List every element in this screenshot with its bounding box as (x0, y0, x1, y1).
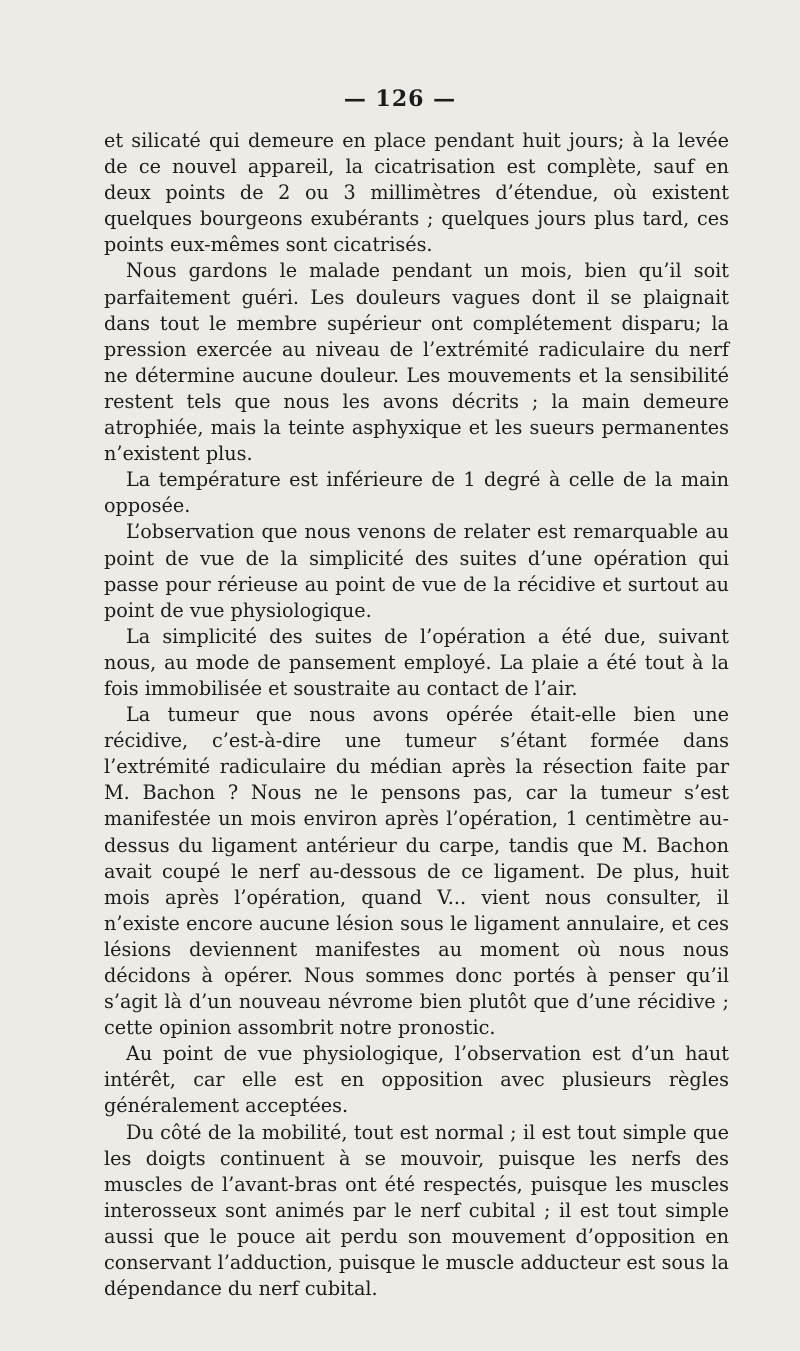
paragraph-3: La température est inférieure de 1 degré à celle de la main opposée. (104, 468, 729, 518)
paragraph-8: Du côté de la mobilité, tout est normal ; il est tout simple que les doigts continuent à se mouvoir, puisque les nerfs des muscles de l’avant-bras ont été respectés, puisque les muscles interosseux sont animés par le nerf cubital ; il est tout simple aussi que le pouce ait perdu son mouvement d’opposition en conservant l’adduction, puisque le muscle adducteur est sous la dépendance du nerf cubital. (104, 1120, 729, 1301)
paragraph-1: et silicaté qui demeure en place pendant huit jours; à la levée de ce nouvel appareil, la cicatrisation est complète, sauf en deux points de 2 ou 3 millimètres d’étendue, où existent quelques bourgeons exubérants ; quelques jours plus tard, ces points eux-mêmes sont cicatrisés. (104, 129, 729, 257)
paragraph-2: Nous gardons le malade pendant un mois, bien qu’il soit parfaitement guéri. Les douleurs vagues dont il se plaignait dans tout le membre supérieur ont complétement disparu; la pression exercée au niveau de l’extrémité radiculaire du nerf ne détermine aucune douleur. Les mouvements et la sensibilité restent tels que nous les avons décrits ; la main demeure atrophiée, mais la teinte asphyxique et les sueurs permanentes n’existent plus. (104, 259, 729, 466)
paragraph-5: La simplicité des suites de l’opération a été due, suivant nous, au mode de pansement employé. La plaie a été tout à la fois immobilisée et soustraite au contact de l’air. (104, 624, 729, 700)
page-number: — 126 — (343, 86, 457, 112)
paragraph-4: L’observation que nous venons de relater est remarquable au point de vue de la simplicité des suites d’une opération qui passe pour rérieuse au point de vue de la récidive et surtout au point de vue physiologique. (104, 520, 729, 622)
paragraph-7: Au point de vue physiologique, l’observation est d’un haut intérêt, car elle est en opposition avec plusieurs règles généralement acceptées. (104, 1042, 729, 1118)
paragraph-6: La tumeur que nous avons opérée était-elle bien une récidive, c’est-à-dire une tumeur s’étant formée dans l’extrémité radiculaire du médian après la résection faite par M. Bachon ? Nous ne le pensons pas, car la tumeur s’est manifestée un mois environ après l’opération, 1 centimètre au-dessus du ligament antérieur du carpe, tandis que M. Bachon avait coupé le nerf au-dessous de ce ligament. De plus, huit mois après l’opération, quand V... vient nous consulter, il n’existe encore aucune lésion sous le ligament annulaire, et ces lésions deviennent manifestes au moment où nous nous décidons à opérer. Nous sommes donc portés à penser qu’il s’agit là d’un nouveau névrome bien plutôt que d’une récidive ; cette opinion assombrit notre pronostic. (104, 703, 729, 1040)
body-text (104, 128, 729, 1302)
